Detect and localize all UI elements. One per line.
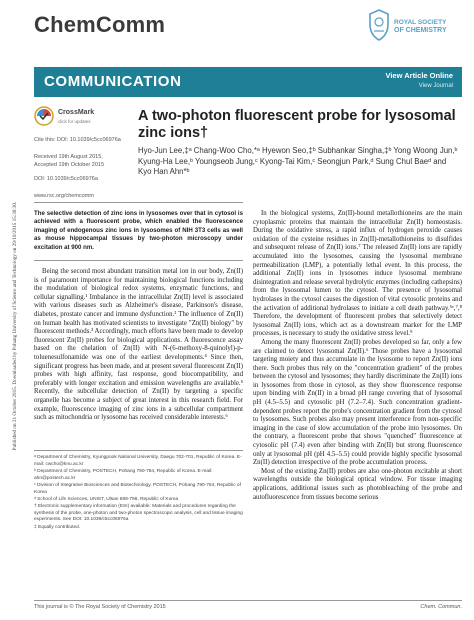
abstract: The selective detection of zinc ions in lysosomes over that in cytosol is achieved with a fluorescent probe, which enabled the fluorescence imaging of endogenous zinc ions in lysosomes of NIH 3T3 cells as well as mouse hippocampal tissues by two-photon microscopy under excitation at 900 nm. [34,210,243,251]
publisher-logo-line1: ROYAL SOCIETY [394,19,447,26]
abstract-top-rule [34,202,243,203]
view-journal-link[interactable]: View Journal [418,83,453,89]
footnote: † Electronic supplementary information (ESI) available: Materials and procedures regarding the synthesis of the probe, one-photon and two-photon spectroscopic analysis, cell and tissue imaging experiments. See DOI: 10.1039/c5cc06976a [34,503,243,523]
article-type-banner [34,67,462,97]
body-paragraph: Among the many fluorescent Zn(II) probes developed so far, only a few are claimed to detect lysosomal Zn(II).⁶ Those probes have a lysosomal targeting moiety and thus accumulate in the lysosome to report Zn(II) ions there. Such probes thus rely on the "concentration gradient" of the probes between the cytosol and lysosomes; they hardly discriminate the Zn(II) ions in lysosomes from those in cytosol, as they show fluorescence response upon binding with Zn(II) in a broad pH range covering that of lysosomal pH (4.5–5.5) and cytosolic pH (7.2–7.4). Such concentration gradient-dependent probes report the probe's concentration gradient from the cytosol to lysosomes. Such probes also may present interference from non-specific imaging in the case of slow accumulation of the probe into lysosomes. On the contrary, a fluorescent probe that shows "quenched" fluorescence at cytosolic pH (7.4) even after binding with Zn(II) but strong fluorescence only at lysosomal pH (pH 4.5–5.5) could provide highly specific lysosomal Zn(II) detection irrespective of the probe accumulation process. [253,338,462,467]
footer-copyright: This journal is © The Royal Society of Chemistry 2015 [34,604,166,610]
publisher-logo-line2: OF CHEMISTRY [394,27,447,34]
footnote: ᵈ School of Life Sciences, UNIST, Ulsan 689-798, Republic of Korea [34,496,179,502]
cite-line: Cite this: DOI: 10.1039/c5cc06976a [34,137,121,143]
received-date: Received 19th August 2015, [34,154,103,160]
crossmark-icon [34,106,54,126]
article-title: A two-photon fluorescent probe for lysosomal zinc ions† [138,108,456,141]
download-sidebar-text: Published on 21 October 2015. Downloaded by Pohang University of Science and Technology on 29/10/2015 15:30:30. [12,201,18,451]
body-paragraph: Most of the existing Zn(II) probes are also one-photon excitable at short wavelengths outside the biological optical window. For tissue imaging applications, additional issues such as photobleaching of the probe and autofluorescence from tissues become serious [253,467,462,501]
footer-rule [34,600,462,601]
crossmark-badge[interactable] [34,106,124,132]
right-column [253,210,462,502]
download-sidebar [3,55,18,615]
author-list: Hyo-Jun Lee,‡ᵃ Chang-Woo Cho,*ᵃ Hyewon Seo,‡ᵇ Subhankar Singha,‡ᵇ Yong Woong Jun,ᵇ Kyung-Ha Lee,ᵇ Youngseob Jung,ᶜ Kyong-Tai Kim,ᶜ Seongjun Park,ᵈ Sung Chul Baeᵈ and Kyo Han Ahn*ᵇ [138,146,458,176]
accepted-date: Accepted 19th October 2015 [34,162,105,168]
footnote: ᵇ Department of Chemistry, POSTECH, Pohang 790-784, Republic of Korea. E-mail: ahn@postech.ac.kr [34,468,213,481]
body-paragraph: Being the second most abundant transition metal ion in our body, Zn(II) is of paramount importance for maintaining biological functions including the modulation of biological redox systems, enzymatic functions, and cellular signalling.¹ Imbalance in the intracellular Zn(II) level is associated with various diseases such as Alzheimer's disease, Parkinson's disease, diabetes, prostate cancer and immune dysfunction.² The influence of Zn(II) on human health has motivated scientists to investigate "Zn(II) biology" by fluorescent methods.³ Accordingly, much efforts have been made to develop fluorescent Zn(II) probes for biological applications. A fluorescence assay based on the chelation of Zn(II) with N-(6-methoxy-8-quinolyl)-p-toluenesulfonamide was one of the earliest developments.⁴ Since then, significant progress has been made, and at present several fluorescent Zn(II) probes with high affinity, fast response, good biocompatibility, and preferably with longer excitation and emission wavelengths are available.⁵ Recently, the subcellular detection of Zn(II) by targeting a specific organelle has become a subject of great interest in this research field. For example, fluorescence imaging of zinc ions in a subcellular compartment such as mitochondria or lysosome has received considerable interests.⁶ [34,268,243,422]
footnote: ‡ Equally contributed. [34,524,81,530]
left-column [34,268,243,423]
footnotes [34,455,243,532]
footer-journal: Chem. Commun. [420,604,462,610]
footnote: ᵃ Department of Chemistry, Kyungpook National University, Daegu 702-701, Republic of Korea. E-mail: cwcho@knu.ac.kr [34,455,242,467]
crossmark-sublabel: click for updates [58,119,91,124]
body-paragraph: In the biological systems, Zn(II)-bound metallothioneins are the main cytoplasmic proteins that maintain the intracellular Zn(II) homeostasis. During the oxidative stress, a rapid influx of hydrogen peroxide causes oxidation of the cysteine residues in Zn(II)-metallothioneins to disulfides and subsequent release of Zn(II) ions.⁷ The released Zn(II) ions are rapidly accumulated into the lysosomes, causing the lysosomal membrane permeabilization (LMP), a potentially lethal event. In this process, the additional Zn(II) ions in lysosomes induce lysosomal membrane disintegration and release several hydrolytic enzymes (including cathepsins) from the lysosomal lumen to the cytosol. The presence of lysosomal hydrolases in the cytosol causes the digestion of vital cytosolic proteins and the activation of additional hydrolases to initiate a cell death pathway.⁵ᵉ,⁷,⁸ Therefore, the development of fluorescent probes that selectively detect lysosomal Zn(II) ions, which act as a downstream marker for the LMP processes, is necessary to study the oxidative stress level.⁹ [253,210,462,338]
article-type: COMMUNICATION [44,73,182,90]
view-article-online-link[interactable]: View Article Online [385,71,453,80]
crossmark-label: CrossMark [58,109,95,116]
doi-line[interactable]: DOI: 10.1039/c5cc06976a [34,176,98,182]
journal-name: ChemComm [34,12,166,37]
footnote-rule [34,450,243,451]
crest-icon [368,9,390,41]
publisher-logo [368,5,464,51]
abstract-bottom-rule [34,260,243,261]
footnote: ᶜ Division of Integrative Biosciences and Biotechnology, POSTECH, Pohang 790-784, Republic of Korea [34,482,241,495]
journal-url[interactable]: www.rsc.org/chemcomm [34,193,94,199]
